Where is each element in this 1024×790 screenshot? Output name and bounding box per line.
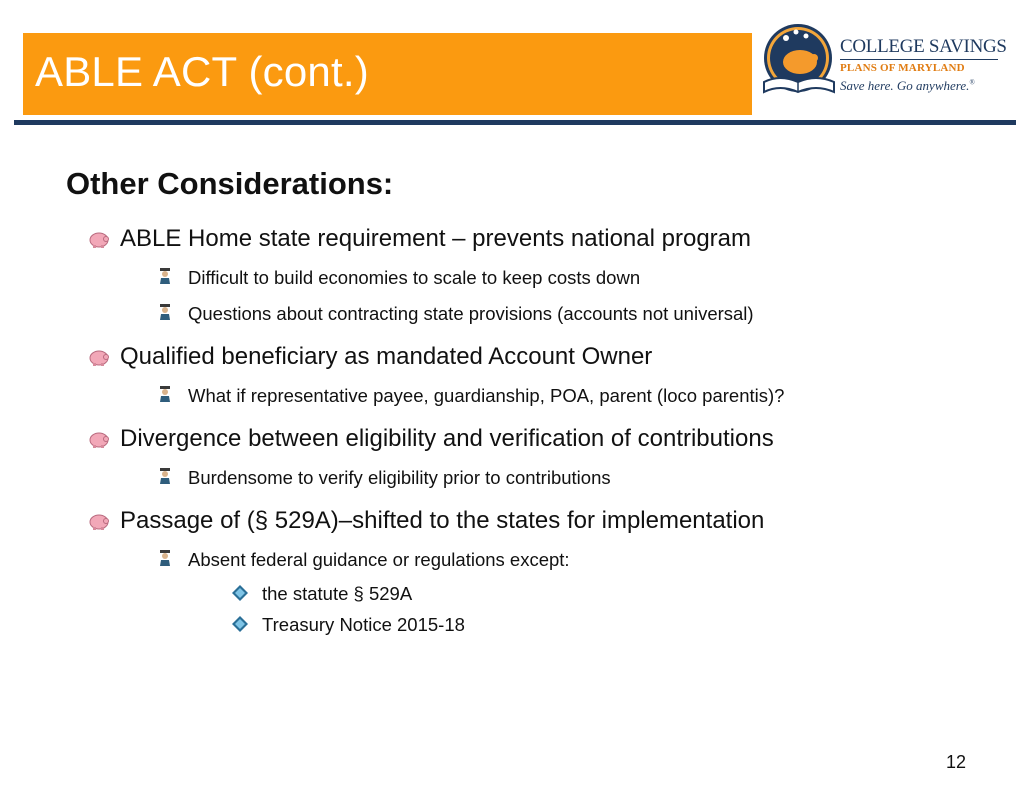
section-heading: Other Considerations: xyxy=(66,166,394,201)
graduate-figure-icon xyxy=(158,467,172,485)
registered-mark: ® xyxy=(969,78,975,87)
logo-emblem-icon xyxy=(760,22,838,102)
logo-text-college-savings: COLLEGE SAVINGS xyxy=(840,36,1007,57)
bullet-text: Divergence between eligibility and verification of contributions xyxy=(120,425,774,452)
title-bar xyxy=(23,33,752,115)
graduate-figure-icon xyxy=(158,267,172,285)
logo-divider xyxy=(840,59,998,60)
bullet-text: ABLE Home state requirement – prevents national program xyxy=(120,225,751,252)
college-savings-logo xyxy=(760,22,1010,104)
page-number: 12 xyxy=(946,752,967,772)
graduate-figure-icon xyxy=(158,303,172,321)
logo-tagline-text: Save here. Go anywhere. xyxy=(840,78,970,93)
sub-bullet-text: What if representative payee, guardianship, POA, parent (loco parentis)? xyxy=(188,385,785,406)
slide-title: ABLE ACT (cont.) xyxy=(35,48,369,95)
diamond-icon xyxy=(232,585,248,601)
bullet-text: Qualified beneficiary as mandated Account Owner xyxy=(120,343,653,370)
piggy-bank-icon xyxy=(88,511,110,531)
sub-bullet-text: Questions about contracting state provisions (accounts not universal) xyxy=(188,303,754,324)
header-rule xyxy=(14,120,1016,125)
sub-bullet-text: Difficult to build economies to scale to keep costs down xyxy=(188,267,641,288)
diamond-icon xyxy=(232,616,248,632)
sub-sub-bullet-text: the statute § 529A xyxy=(262,583,413,604)
sub-bullet-text: Burdensome to verify eligibility prior to contributions xyxy=(188,467,611,488)
graduate-figure-icon xyxy=(158,385,172,403)
graduate-figure-icon xyxy=(158,549,172,567)
bullet-text: Passage of (§ 529A)–shifted to the states for implementation xyxy=(120,507,765,534)
piggy-bank-icon xyxy=(88,229,110,249)
piggy-bank-icon xyxy=(88,347,110,367)
piggy-bank-icon xyxy=(88,429,110,449)
logo-tagline xyxy=(840,78,975,94)
sub-bullet-text: Absent federal guidance or regulations except: xyxy=(188,549,570,570)
logo-text-plans-of-maryland: PLANS OF MARYLAND xyxy=(840,62,965,74)
sub-sub-bullet-text: Treasury Notice 2015-18 xyxy=(262,614,465,635)
